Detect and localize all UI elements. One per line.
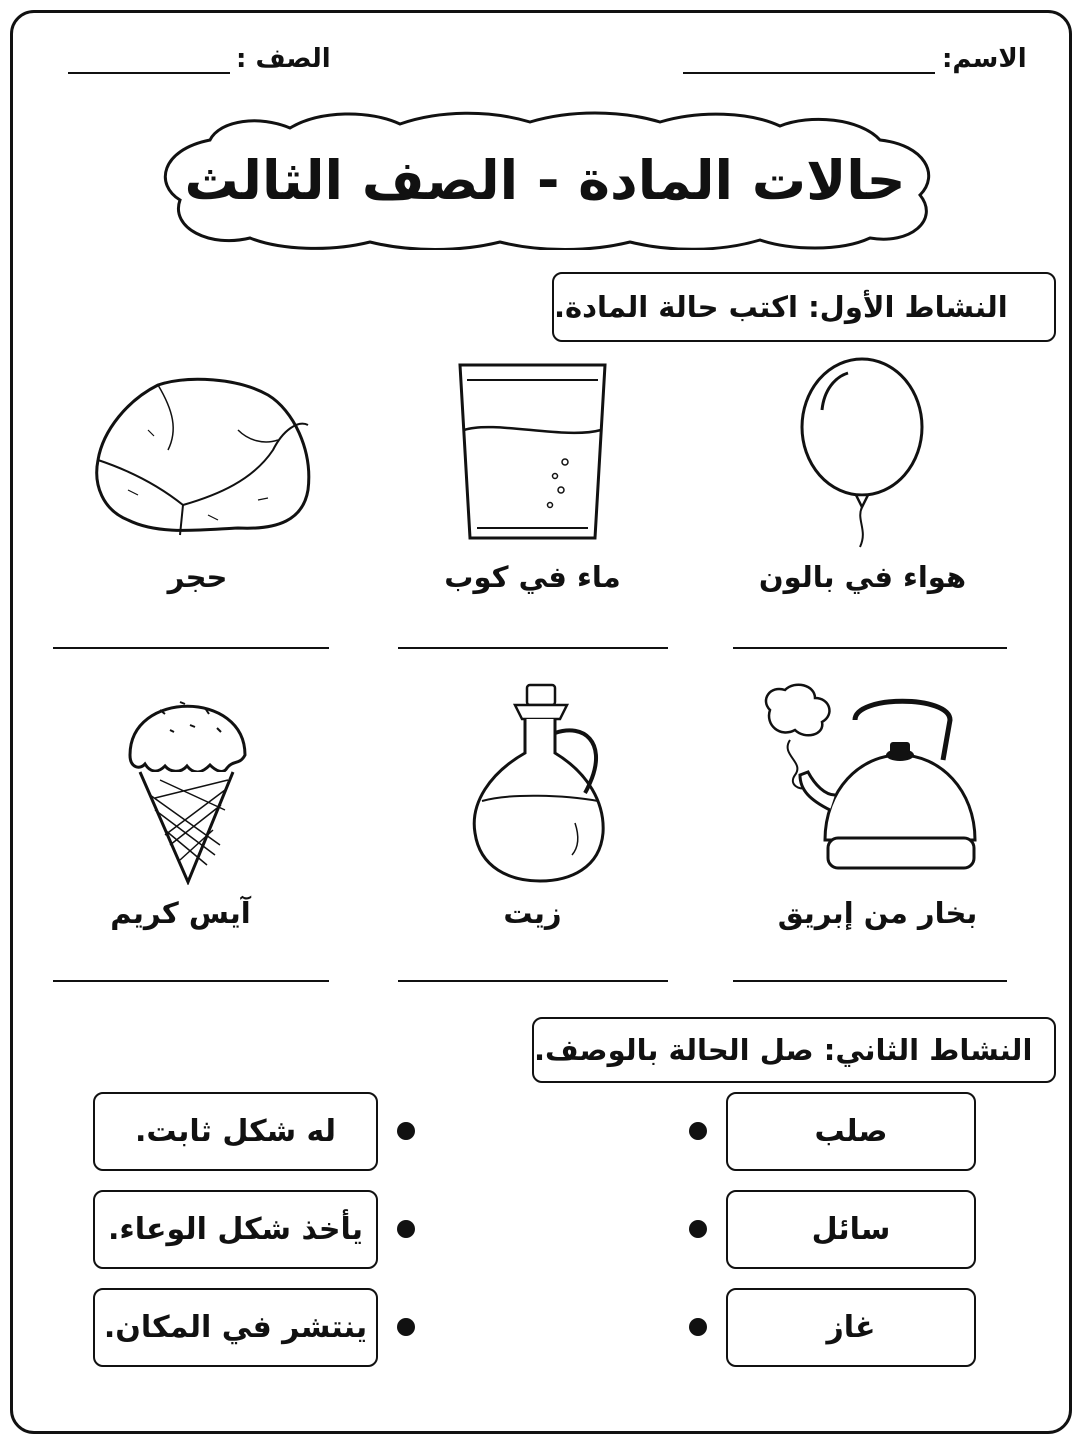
steaming-kettle-icon [750,680,985,880]
description-box-fixed-shape: له شكل ثابت. [93,1092,378,1171]
water-glass-icon [455,360,610,545]
item-label-balloon: هواء في بالون [758,560,967,594]
description-connector-dot[interactable] [397,1220,415,1238]
answer-line-oil[interactable] [398,980,668,982]
description-connector-dot[interactable] [397,1318,415,1336]
item-label-oil: زيت [503,896,562,930]
ice-cream-icon [125,680,250,885]
class-label: الصف : [236,44,331,74]
item-label-ice-cream: آيس كريم [110,896,251,930]
activity1-heading: النشاط الأول: اكتب حالة المادة. [552,272,1056,342]
activity2-heading: النشاط الثاني: صل الحالة بالوصف. [532,1017,1056,1083]
state-box-liquid: سائل [726,1190,976,1269]
item-label-rock: حجر [167,560,228,594]
description-connector-dot[interactable] [397,1122,415,1140]
oil-bottle-icon [470,683,610,883]
rock-icon [88,370,318,540]
item-label-kettle: بخار من إبريق [777,896,978,930]
answer-line-ice-cream[interactable] [53,980,329,982]
state-box-gas: غاز [726,1288,976,1367]
item-label-water: ماء في كوب [444,560,621,594]
state-connector-dot[interactable] [689,1318,707,1336]
balloon-icon [790,355,930,550]
class-field[interactable] [68,72,230,74]
answer-line-water[interactable] [398,647,668,649]
name-label: الاسم: [942,44,1027,74]
page-title: حالات المادة - الصف الثالث [184,148,906,212]
description-box-spreads: ينتشر في المكان. [93,1288,378,1367]
answer-line-rock[interactable] [53,647,329,649]
description-box-takes-container: يأخذ شكل الوعاء. [93,1190,378,1269]
answer-line-kettle[interactable] [733,980,1007,982]
name-field[interactable] [683,72,935,74]
answer-line-balloon[interactable] [733,647,1007,649]
state-connector-dot[interactable] [689,1220,707,1238]
state-connector-dot[interactable] [689,1122,707,1140]
state-box-solid: صلب [726,1092,976,1171]
